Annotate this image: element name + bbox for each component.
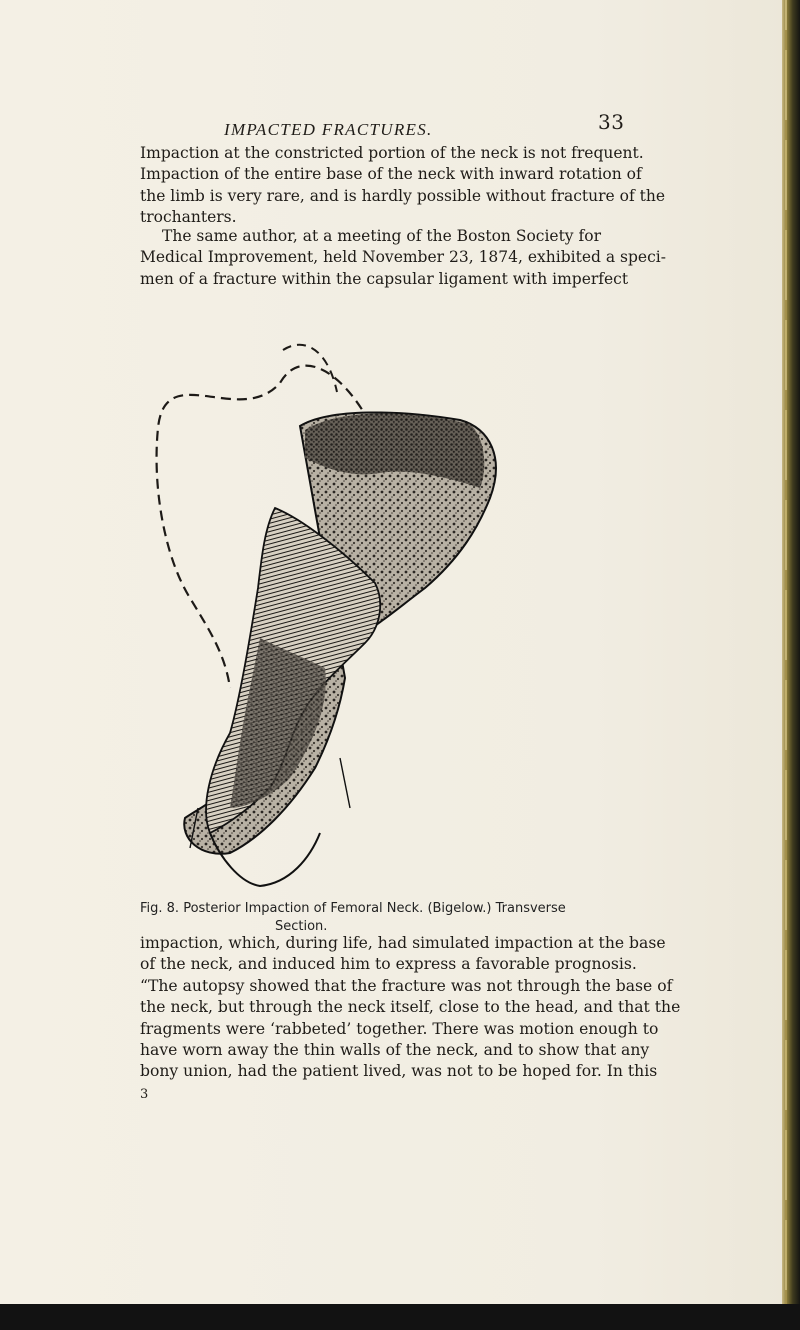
text-line: impaction, which, during life, had simulated impaction at the base xyxy=(140,934,666,952)
femoral-neck-illustration xyxy=(140,338,670,898)
text-line: “The autopsy showed that the fracture was not through the base of xyxy=(140,976,673,995)
paragraph-boston-society xyxy=(140,226,666,290)
text-line: the limb is very rare, and is hardly possible without fracture of the xyxy=(140,186,666,205)
text-line: men of a fracture within the capsular ligament with imperfect xyxy=(140,269,629,288)
scan-bottom-border xyxy=(0,1304,800,1330)
caption-line-1: Fig. 8. Posterior Impaction of Femoral Neck. (Bigelow.) Transverse xyxy=(140,901,566,916)
figure-caption xyxy=(140,900,700,936)
text-line: bony union, had the patient lived, was not to be hoped for. In this xyxy=(140,1062,658,1081)
text-line: fragments were ‘rabbeted’ together. There was motion enough to xyxy=(140,1019,659,1038)
running-title: IMPACTED FRACTURES. xyxy=(224,120,433,139)
signature-mark: 3 xyxy=(140,1087,149,1102)
text-line: Impaction of the entire base of the neck with inward rotation of xyxy=(140,165,642,184)
text-line: have worn away the thin walls of the neck, and to show that any xyxy=(140,1041,650,1060)
paragraph-autopsy xyxy=(140,933,681,1083)
page-number: 33 xyxy=(598,110,625,134)
paragraph-impaction-intro xyxy=(140,143,666,229)
text-line: of the neck, and induced him to express a favorable prognosis. xyxy=(140,955,637,974)
page-edge-binding xyxy=(782,0,800,1330)
femur-cross-section-drawing xyxy=(140,338,670,898)
text-line: The same author, at a meeting of the Boston Society for xyxy=(162,227,601,245)
caption-line-2: Section. xyxy=(275,919,328,934)
text-line: Impaction at the constricted portion of the neck is not frequent. xyxy=(140,144,644,162)
text-line: trochanters. xyxy=(140,208,237,227)
text-line: the neck, but through the neck itself, close to the head, and that the xyxy=(140,998,681,1017)
text-line: Medical Improvement, held November 23, 1874, exhibited a speci- xyxy=(140,248,666,267)
